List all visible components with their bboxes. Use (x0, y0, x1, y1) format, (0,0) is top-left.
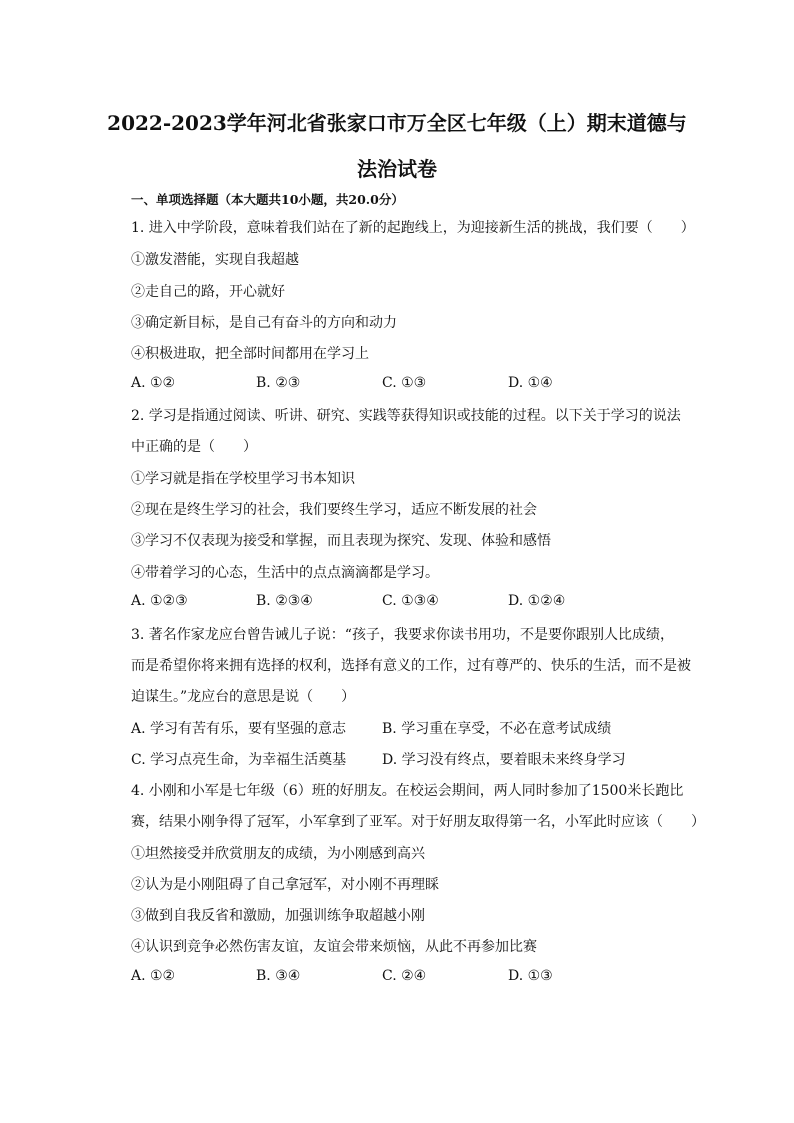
q1-option-b: B. ②③ (256, 375, 301, 391)
q4-option-c: C. ②④ (382, 968, 427, 984)
q2-stem-line-2: 中正确的是（ ） (131, 439, 257, 455)
q4-item-3: ③做到自我反省和激励，加强训练争取超越小刚 (131, 908, 425, 924)
q2-option-d: D. ①②④ (508, 593, 566, 609)
q3-stem-line-1: 3. 著名作家龙应台曾告诫儿子说：“孩子，我要求你读书用功，不是要你跟别人比成绩， (131, 627, 674, 643)
q1-item-4: ④积极进取，把全部时间都用在学习上 (131, 346, 369, 362)
page-title (60, 100, 734, 192)
q2-item-1: ①学习就是指在学校里学习书本知识 (131, 471, 355, 487)
title-line-1: 2022-2023学年河北省张家口市万全区七年级（上）期末道德与 (107, 111, 687, 135)
q4-item-1: ①坦然接受并欣赏朋友的成绩，为小刚感到高兴 (131, 846, 425, 862)
q4-option-a: A. ①② (131, 968, 176, 984)
section-heading: 一、单项选择题（本大题共10小题，共20.0分） (131, 192, 404, 207)
q1-item-2: ②走自己的路，开心就好 (131, 284, 285, 300)
q1-item-1: ①激发潜能，实现自我超越 (131, 252, 299, 268)
q4-item-4: ④认识到竞争必然伤害友谊，友谊会带来烦恼，从此不再参加比赛 (131, 939, 537, 955)
q1-option-a: A. ①② (131, 375, 176, 391)
q3-option-a: A. 学习有苦有乐，要有坚强的意志 (131, 721, 347, 737)
q3-option-c: C. 学习点亮生命，为幸福生活奠基 (131, 752, 347, 768)
q3-option-b: B. 学习重在享受，不必在意考试成绩 (382, 721, 612, 737)
q3-stem-line-2: 而是希望你将来拥有选择的权利，选择有意义的工作，过有尊严的、快乐的生活，而不是被 (131, 658, 691, 674)
q4-option-d: D. ①③ (508, 968, 553, 984)
q2-item-4: ④带着学习的心态，生活中的点点滴滴都是学习。 (131, 565, 439, 581)
q4-stem-line-2: 赛，结果小刚争得了冠军，小军拿到了亚军。对于好朋友取得第一名，小军此时应该（ ） (131, 814, 705, 830)
q3-option-d: D. 学习没有终点，要着眼未来终身学习 (382, 752, 626, 768)
q4-item-2: ②认为是小刚阻碍了自己拿冠军，对小刚不再理睬 (131, 877, 439, 893)
q4-stem-line-1: 4. 小刚和小军是七年级（6）班的好朋友。在校运会期间，两人同时参加了1500米长跑比 (131, 783, 684, 799)
q3-stem-line-3: 迫谋生。”龙应台的意思是说（ ） (131, 689, 356, 705)
q2-option-c: C. ①③④ (382, 593, 439, 609)
q2-item-3: ③学习不仅表现为接受和掌握，而且表现为探究、发现、体验和感悟 (131, 533, 551, 549)
q4-option-b: B. ③④ (256, 968, 301, 984)
q1-stem: 1. 进入中学阶段，意味着我们站在了新的起跑线上，为迎接新生活的挑战，我们要（ ） (131, 220, 695, 236)
q2-stem-line-1: 2. 学习是指通过阅读、听讲、研究、实践等获得知识或技能的过程。以下关于学习的说法 (131, 408, 681, 424)
q1-option-c: C. ①③ (382, 375, 427, 391)
q2-option-a: A. ①②③ (131, 593, 188, 609)
q1-item-3: ③确定新目标，是自己有奋斗的方向和动力 (131, 315, 397, 331)
q2-option-b: B. ②③④ (256, 593, 313, 609)
title-line-2: 法治试卷 (357, 157, 437, 181)
q1-option-d: D. ①④ (508, 375, 553, 391)
q2-item-2: ②现在是终生学习的社会，我们要终生学习，适应不断发展的社会 (131, 502, 537, 518)
